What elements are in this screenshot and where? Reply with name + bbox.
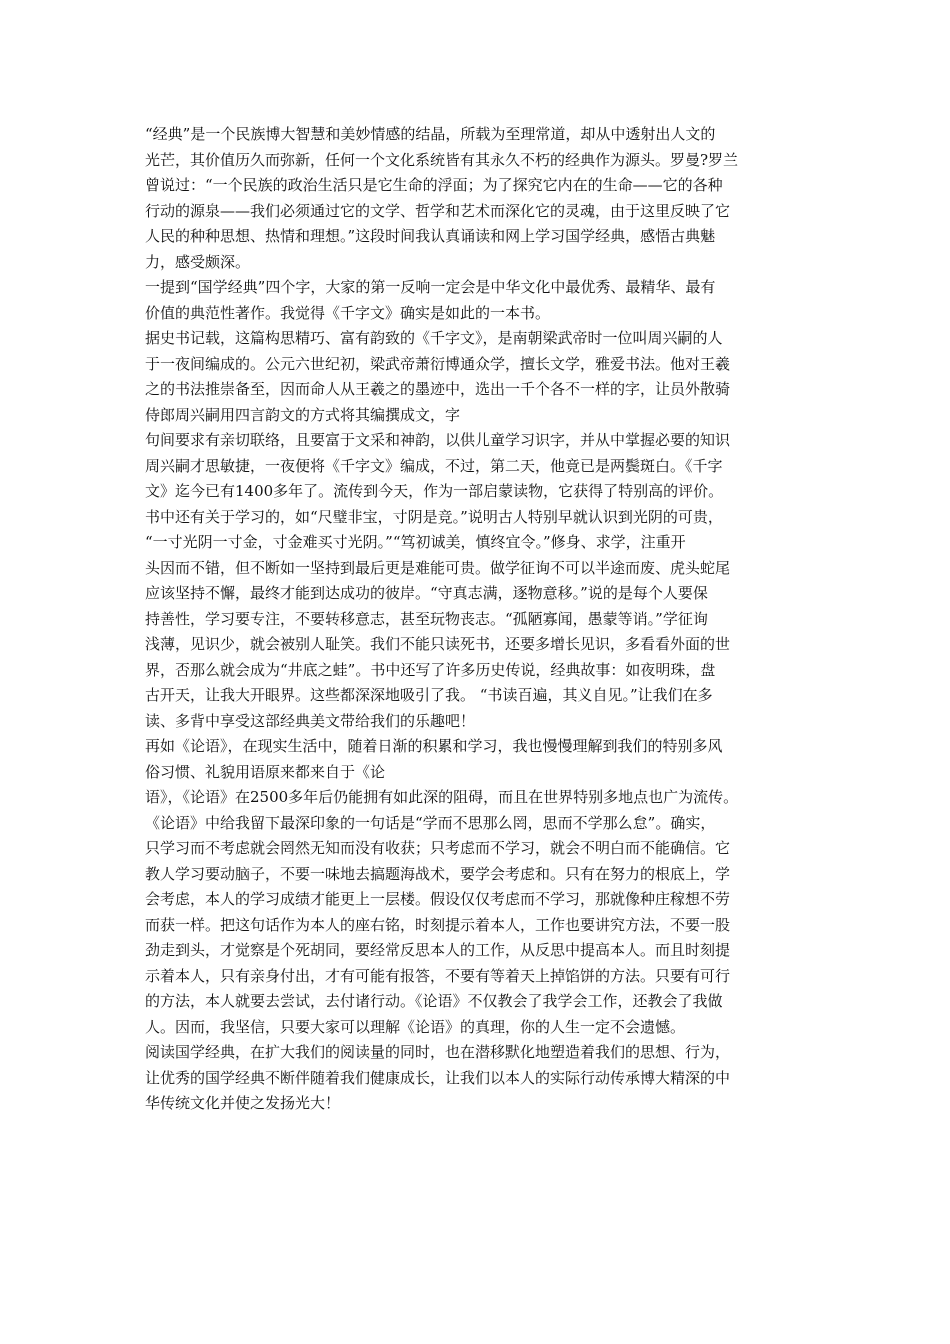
text-line: 人。因而，我坚信，只要大家可以理解《论语》的真理，你的人生一定不会遗憾。 [145,1017,686,1036]
text-line: 阅读国学经典，在扩大我们的阅读量的同时，也在潜移默化地塑造着我们的思想、行为， [145,1043,731,1061]
text-line: 一提到“国学经典”四个字，大家的第一反响一定会是中华文化中最优秀、最精华、最有 [145,278,716,296]
text-line: 示着本人，只有亲身付出，才有可能有报答，不要有等着天上掉馅饼的方法。只要有可行 [145,966,731,985]
text-line: 文》迄今已有1400多年了。流传到今天，作为一部启蒙读物，它获得了特别高的评价。 [145,482,724,500]
text-line: 会考虑，本人的学习成绩才能更上一层楼。假设仅仅考虑而不学习，那就像种庄稼想不劳 [145,890,731,908]
text-line: 界，否那么就会成为“井底之蛙”。书中还写了许多历史传说，经典故事：如夜明珠，盘 [145,660,716,679]
text-line: 只学习而不考虑就会罔然无知而没有收获；只考虑而不学习，就会不明白而不能确信。它 [145,839,731,857]
text-line: 曾说过：“一个民族的政治生活只是它生命的浮面；为了探究它内在的生命——它的各种 [145,176,723,194]
text-line: 于一夜间编成的。公元六世纪初，梁武帝萧衍博通众学，擅长文学，雅爱书法。他对王羲 [145,354,731,373]
text-line: 头因而不错，但不断如一坚持到最后更是难能可贵。做学征询不可以半途而废、虎头蛇尾 [145,558,731,577]
text-line: 《论语》中给我留下最深印象的一句话是“学而不思那么罔，思而不学那么怠”。确实， [145,813,716,832]
text-line: 句间要求有亲切联络，且要富于文采和神韵，以供儿童学习识字，并从中掌握必要的知识 [145,431,731,449]
text-line: “一寸光阴一寸金，寸金难买寸光阴。”“笃初诚美，慎终宜令。”修身、求学，注重开 [145,533,686,551]
text-line: 据史书记载，这篇构思精巧、富有韵致的《千字文》，是南朝梁武帝时一位叫周兴嗣的人 [145,329,723,347]
text-line: 古开天，让我大开眼界。这些都深深地吸引了我。 “书读百遍，其义自见。”让我们在多 [145,686,713,704]
text-line: 让优秀的国学经典不断伴随着我们健康成长，让我们以本人的实际行动传承博大精深的中 [145,1068,731,1087]
text-line: 持善性，学习要专注，不要转移意志，甚至玩物丧志。“孤陋寡闻，愚蒙等诮。”学征询 [145,609,708,628]
text-line: 书中还有关于学习的，如“尺璧非宝，寸阴是竞。”说明古人特别早就认识到光阴的可贵， [145,507,723,526]
text-line: 侍郎周兴嗣用四言韵文的方式将其编撰成文，字 [145,405,461,424]
text-line: 而获一样。把这句话作为本人的座右铭，时刻提示着本人，工作也要讲究方法，不要一股 [145,915,731,934]
text-line: 教人学习要动脑子，不要一味地去搞题海战术，要学会考虑和。只有在努力的根底上，学 [145,864,731,883]
document-body [145,122,809,1117]
text-line: 读、多背中享受这部经典美文带给我们的乐趣吧！ [145,711,476,730]
text-line: 语》，《论语》在2500多年后仍能拥有如此深的阻碍，而且在世界特别多地点也广为流传。 [145,788,739,806]
text-line: 光芒，其价值历久而弥新，任何一个文化系统皆有其永久不朽的经典作为源头。罗曼?罗兰 [145,150,739,169]
text-line: 浅薄，见识少，就会被别人耻笑。我们不能只读死书，还要多增长见识，多看看外面的世 [145,635,731,653]
text-line: 周兴嗣才思敏捷，一夜便将《千字文》编成，不过，第二天，他竟已是两鬓斑白。《千字 [145,456,723,475]
text-line: 应该坚持不懈，最终才能到达成功的彼岸。“守真志满，逐物意移。”说的是每个人要保 [145,584,708,602]
text-line: 再如《论语》，在现实生活中，随着日渐的积累和学习，我也慢慢理解到我们的特别多风 [145,737,723,755]
text-line: 行动的源泉——我们必须通过它的文学、哲学和艺术而深化它的灵魂，由于这里反映了它 [145,201,731,220]
text-line: 力，感受颇深。 [145,252,251,271]
text-line: 人民的种种思想、热情和理想。”这段时间我认真诵读和网上学习国学经典，感悟古典魅 [145,227,716,245]
text-line: 劲走到头，才觉察是个死胡同，要经常反思本人的工作，从反思中提高本人。而且时刻提 [145,941,731,959]
text-line: 的方法，本人就要去尝试，去付诸行动。《论语》不仅教会了我学会工作，还教会了我做 [145,992,723,1010]
text-line: 俗习惯、礼貌用语原来都来自于《论 [145,762,386,781]
text-line: 之的书法推崇备至，因而命人从王羲之的墨迹中，选出一千个各不一样的字，让员外散骑 [145,380,731,398]
text-line: “经典”是一个民族博大智慧和美妙情感的结晶，所载为至理常道，却从中透射出人文的 [145,125,716,143]
text-line: 华传统文化并使之发扬光大！ [145,1094,341,1112]
text-line: 价值的典范性著作。我觉得《千字文》确实是如此的一本书。 [145,303,551,322]
